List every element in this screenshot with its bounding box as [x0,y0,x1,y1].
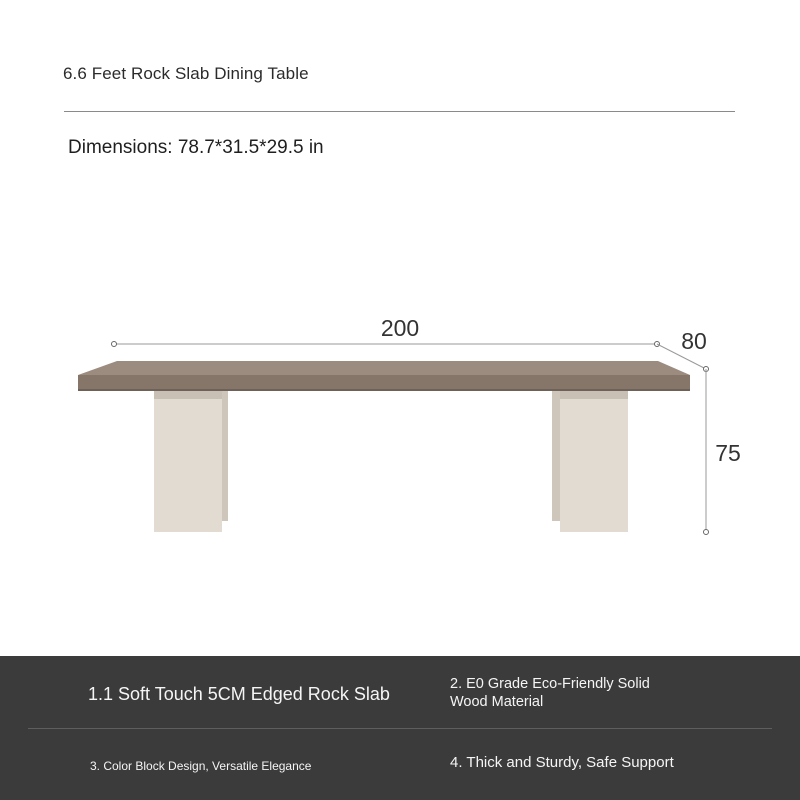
height-dimension-end [704,530,709,535]
tabletop-edge-shadow [78,389,690,391]
table-drawing [0,300,800,560]
tabletop-surface [78,361,690,375]
height-label: 75 [715,440,741,466]
title-divider [64,111,735,112]
feature-2-line-1: 2. E0 Grade Eco-Friendly Solid [450,676,650,692]
feature-4: 4. Thick and Sturdy, Safe Support [450,754,674,771]
feature-2 [450,675,690,711]
length-dimension-start [112,342,117,347]
tabletop-edge [78,375,690,390]
depth-label: 80 [681,328,707,354]
feature-1: 1.1 Soft Touch 5CM Edged Rock Slab [88,684,390,704]
length-label: 200 [380,315,420,341]
right-leg-shade [560,391,628,399]
feature-2-line-2: Wood Material [450,694,544,710]
left-leg [154,391,222,532]
feature-band [0,656,800,800]
dimensions-text: Dimensions: 78.7*31.5*29.5 in [68,137,324,158]
left-leg-shade [154,391,222,399]
product-title: 6.6 Feet Rock Slab Dining Table [63,64,309,83]
feature-3: 3. Color Block Design, Versatile Elegance [90,759,312,773]
features-divider [28,728,772,729]
right-leg [560,391,628,532]
